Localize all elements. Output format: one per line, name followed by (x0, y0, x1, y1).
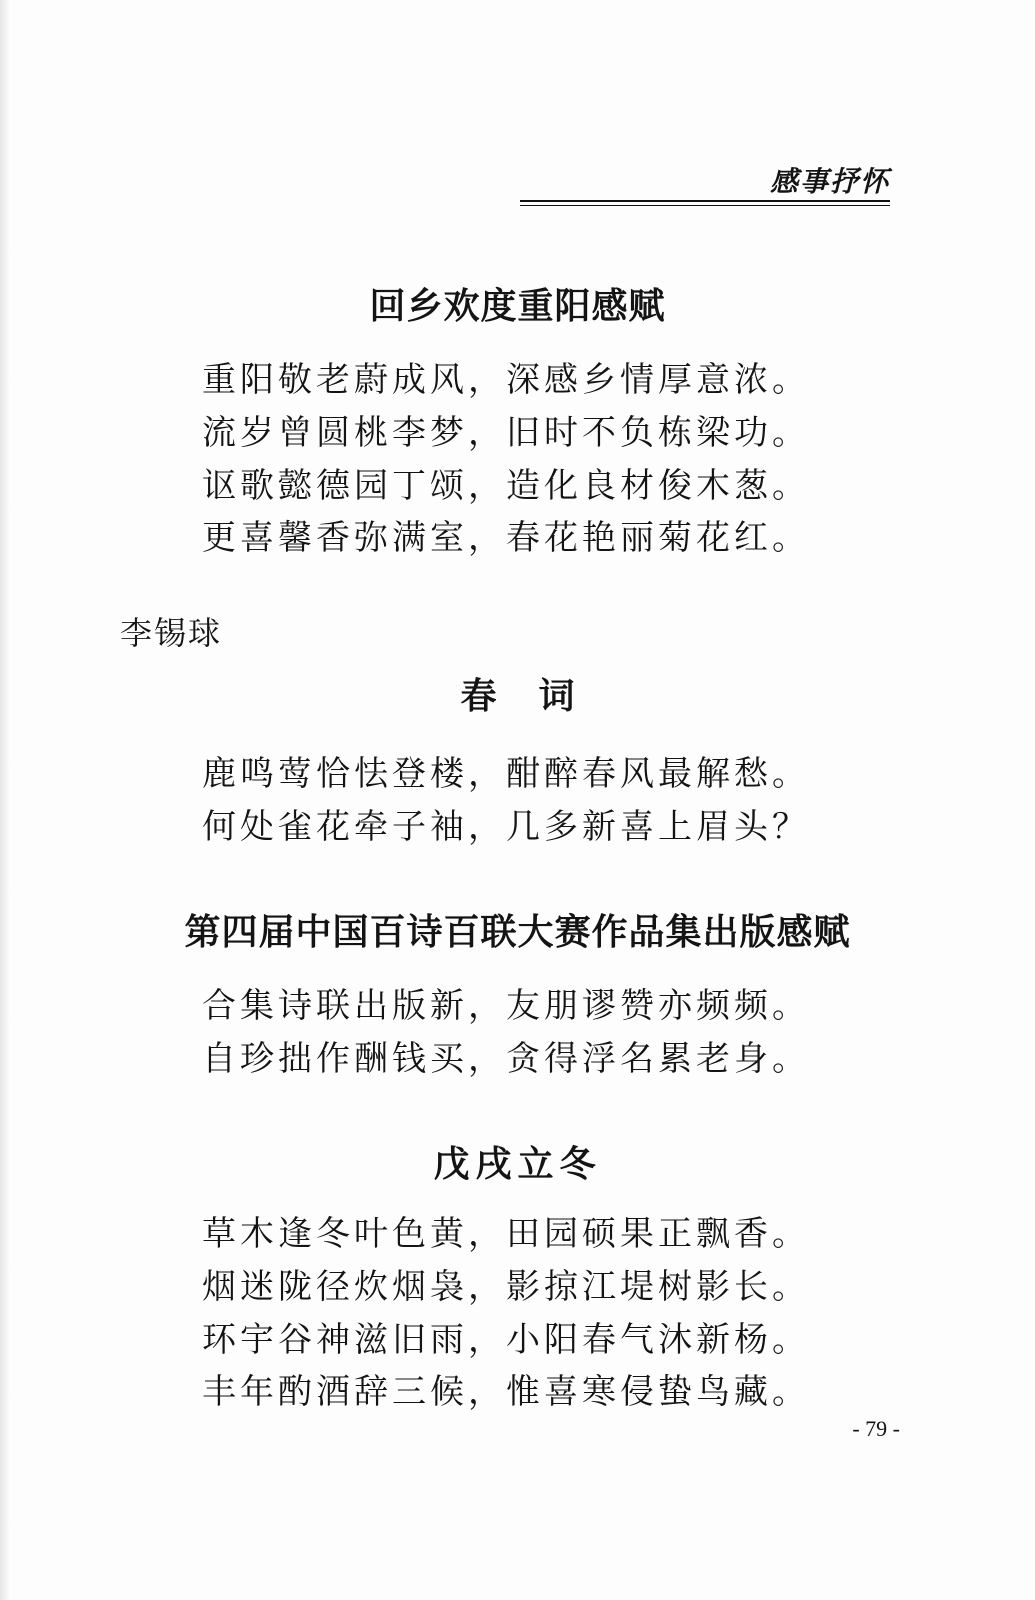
header-rule (520, 200, 890, 202)
poem-line: 讴歌懿德园丁颂，造化良材俊木葱。 (202, 466, 810, 506)
poem-title: 春词 (460, 675, 617, 717)
poem-title: 回乡欢度重阳感赋 (369, 285, 666, 327)
page-number: - 79 - (852, 1416, 900, 1441)
poem-line: 何处雀花牵子袖，几多新喜上眉头？ (202, 807, 810, 847)
author-name: 李锡球 (120, 614, 223, 652)
header-rule-thin (520, 205, 890, 206)
poem-line: 更喜馨香弥满室，春花艳丽菊花红。 (202, 518, 810, 558)
poem-line: 重阳敬老蔚成风，深感乡情厚意浓。 (202, 360, 810, 400)
poem-line: 环宇谷神滋旧雨，小阳春气沐新杨。 (202, 1320, 810, 1360)
poem-title: 戊戌立冬 (433, 1143, 602, 1185)
poem-line: 丰年酌酒辞三候，惟喜寒侵蛰鸟藏。 (202, 1372, 810, 1412)
poem-line: 草木逢冬叶色黄，田园硕果正飘香。 (202, 1214, 810, 1254)
poem-line: 自珍拙作酬钱买，贪得浮名累老身。 (202, 1039, 810, 1079)
poem-line: 鹿鸣莺恰怯登楼，酣醉春风最解愁。 (202, 754, 810, 794)
poem-line: 流岁曾圆桃李梦，旧时不负栋梁功。 (202, 413, 810, 453)
poem-title: 第四届中国百诗百联大赛作品集出版感赋 (184, 911, 851, 953)
poem-line: 烟迷陇径炊烟袅，影掠江堤树影长。 (202, 1267, 810, 1307)
page-edge-shadow (0, 0, 10, 1600)
section-header: 感事抒怀 (769, 165, 890, 198)
poem-line: 合集诗联出版新，友朋谬赞亦频频。 (202, 986, 810, 1026)
